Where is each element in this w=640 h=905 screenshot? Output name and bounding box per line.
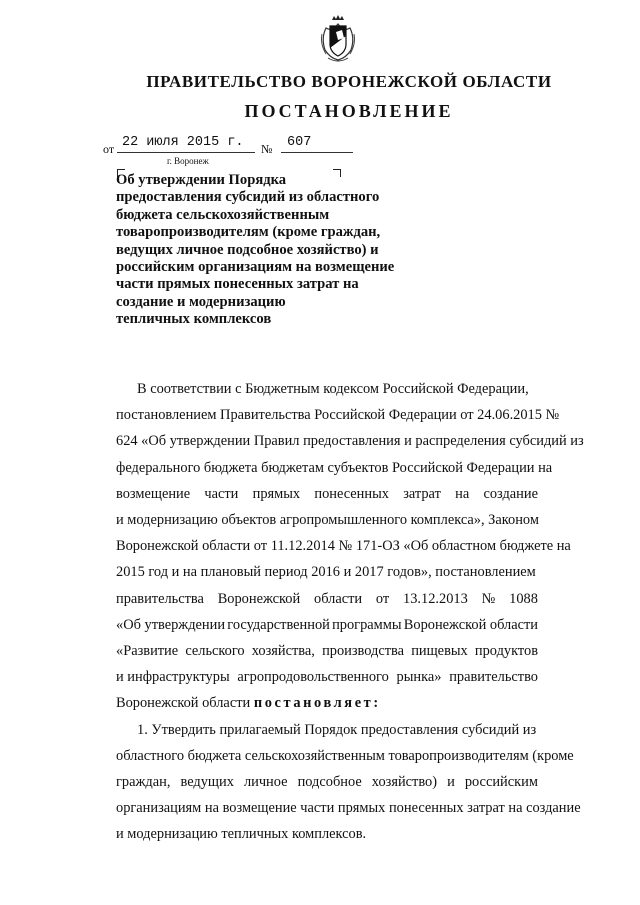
body-line: организациям на возмещение части прямых понесенных затрат на создание <box>116 800 581 817</box>
body-line: возмещение части прямых понесенных затрат на создание <box>116 485 538 502</box>
body-line: и модернизацию объектов агропромышленного комплекса», Законом <box>116 512 539 529</box>
document-number: 607 <box>287 135 312 150</box>
body-line: федерального бюджета бюджетам субъектов Российской Федерации на <box>116 459 553 476</box>
decree-word: постановляет: <box>253 695 381 712</box>
document-type-title: ПОСТАНОВЛЕНИЕ <box>244 101 454 121</box>
subject-line: тепличных комплексов <box>116 311 272 328</box>
body-line: В соответствии с Бюджетным кодексом Российской Федерации, <box>137 381 529 397</box>
body-line: «Об утверждении государственной программы Воронежской области <box>116 616 538 633</box>
subject-line: Об утверждении Порядка <box>116 172 287 188</box>
date-label: от <box>103 142 115 156</box>
subject-line: российским организациям на возмещение <box>116 259 395 276</box>
subject-line: товаропроизводителям (кроме граждан, <box>116 224 381 241</box>
number-label: № <box>261 142 273 156</box>
body-line: «Развитие сельского хозяйства, производства пищевых продуктов <box>116 643 538 660</box>
document-city: г. Воронеж <box>167 156 209 166</box>
subject-line: создание и модернизацию <box>116 293 286 310</box>
number-underline <box>281 152 353 153</box>
body-line: правительства Воронежской области от 13.12.2013 № 1088 <box>116 590 538 607</box>
government-title: ПРАВИТЕЛЬСТВО ВОРОНЕЖСКОЙ ОБЛАСТИ <box>146 72 552 91</box>
body-line: и инфраструктуры агропродовольственного рынка» правительство <box>116 669 538 686</box>
body-line: Воронежской области от 11.12.2014 № 171-ОЗ «Об областном бюджете на <box>116 538 571 555</box>
body-line: 624 «Об утверждении Правил предоставления и распределения субсидий из <box>116 433 584 450</box>
body-line: 2015 год и на плановый период 2016 и 2017 годов», постановлением <box>116 564 536 581</box>
body-line: Воронежской области постановляет: <box>116 695 381 712</box>
document-date: 22 июля 2015 г. <box>122 135 244 150</box>
body-line: 1. Утвердить прилагаемый Порядок предоставления субсидий из <box>137 721 537 738</box>
subject-line: бюджета сельскохозяйственным <box>116 206 330 223</box>
paragraph-preamble <box>116 376 584 717</box>
date-underline <box>117 152 255 153</box>
document-subject <box>116 172 394 329</box>
body-line: граждан, ведущих личное подсобное хозяйство) и российским <box>116 774 538 791</box>
coat-of-arms-icon <box>318 14 358 64</box>
paragraph-item-1 <box>116 717 581 848</box>
body-line: и модернизацию тепличных комплексов. <box>116 826 367 843</box>
document-body <box>116 376 584 848</box>
subject-line: предоставления субсидий из областного <box>116 189 380 206</box>
subject-line: ведущих личное подсобное хозяйство) и <box>116 241 379 258</box>
subject-line: части прямых понесенных затрат на <box>116 276 359 293</box>
body-line: областного бюджета сельскохозяйственным товаропроизводителям (кроме <box>116 747 574 764</box>
body-line: постановлением Правительства Российской Федерации от 24.06.2015 № <box>116 407 560 424</box>
